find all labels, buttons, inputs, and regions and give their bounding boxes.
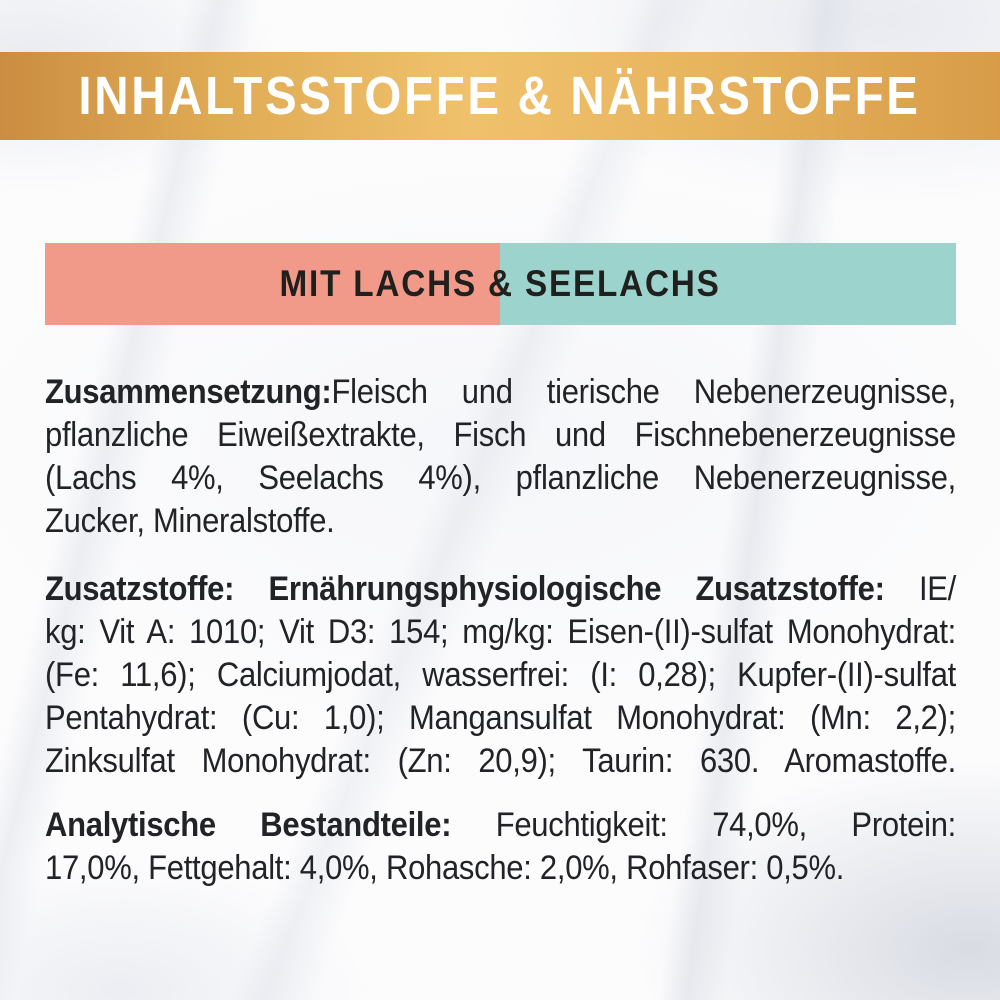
text-line (45, 847, 956, 890)
lead-in-label: Zusammensetzung: (45, 373, 332, 411)
text-line (45, 568, 956, 611)
text-segment: kg: Vit A: 1010; Vit D3: 154; mg/kg: Eisen-(II)-sulfat Monohydrat: (45, 613, 956, 651)
text-segment: 17,0%, Fettgehalt: 4,0%, Rohasche: 2,0%, Rohfaser: 0,5%. (45, 849, 845, 887)
text-line (45, 611, 956, 654)
text-segment: Zucker, Mineralstoffe. (45, 502, 335, 540)
variant-label-text: MIT LACHS & SEELACHS (279, 263, 722, 304)
variant-label (45, 243, 956, 325)
text-line (45, 804, 956, 847)
text-segment: (Lachs 4%, Seelachs 4%), pflanzliche Nebenerzeugnisse, (45, 459, 956, 497)
text-segment: Zinksulfat Monohydrat: (Zn: 20,9); Taurin: 630. Aromastoffe. (45, 742, 956, 780)
variant-banner (45, 243, 956, 325)
text-segment: Feuchtigkeit: 74,0%, Protein: (451, 806, 956, 844)
lead-in-label: Zusatzstoffe: Ernährungsphysiologische Zusatzstoffe: (45, 570, 885, 608)
text-line (45, 500, 956, 543)
text-line (45, 697, 956, 740)
text-segment: pflanzliche Eiweißextrakte, Fisch und Fischnebenerzeugnisse (45, 416, 956, 454)
text-line (45, 457, 956, 500)
header-title: INHALTSSTOFFE & NÄHRSTOFFE (78, 66, 922, 126)
text-line (45, 414, 956, 457)
text-line (45, 740, 956, 783)
paragraph-analytische-bestandteile (45, 804, 956, 890)
text-segment: IE/ (884, 570, 956, 608)
lead-in-label: Analytische Bestandteile: (45, 806, 452, 844)
paragraph-zusammensetzung (45, 371, 956, 543)
text-segment: Fleisch und tierische Nebenerzeugnisse, (331, 373, 956, 411)
header-banner (0, 52, 1000, 140)
body-text (45, 371, 956, 890)
paragraph-zusatzstoffe (45, 568, 956, 783)
text-segment: (Fe: 11,6); Calciumjodat, wasserfrei: (I: 0,28); Kupfer-(II)-sulfat (45, 656, 956, 694)
text-segment: Pentahydrat: (Cu: 1,0); Mangansulfat Monohydrat: (Mn: 2,2); (45, 699, 956, 737)
text-line (45, 654, 956, 697)
text-line (45, 371, 956, 414)
body-text-inner (45, 371, 956, 890)
